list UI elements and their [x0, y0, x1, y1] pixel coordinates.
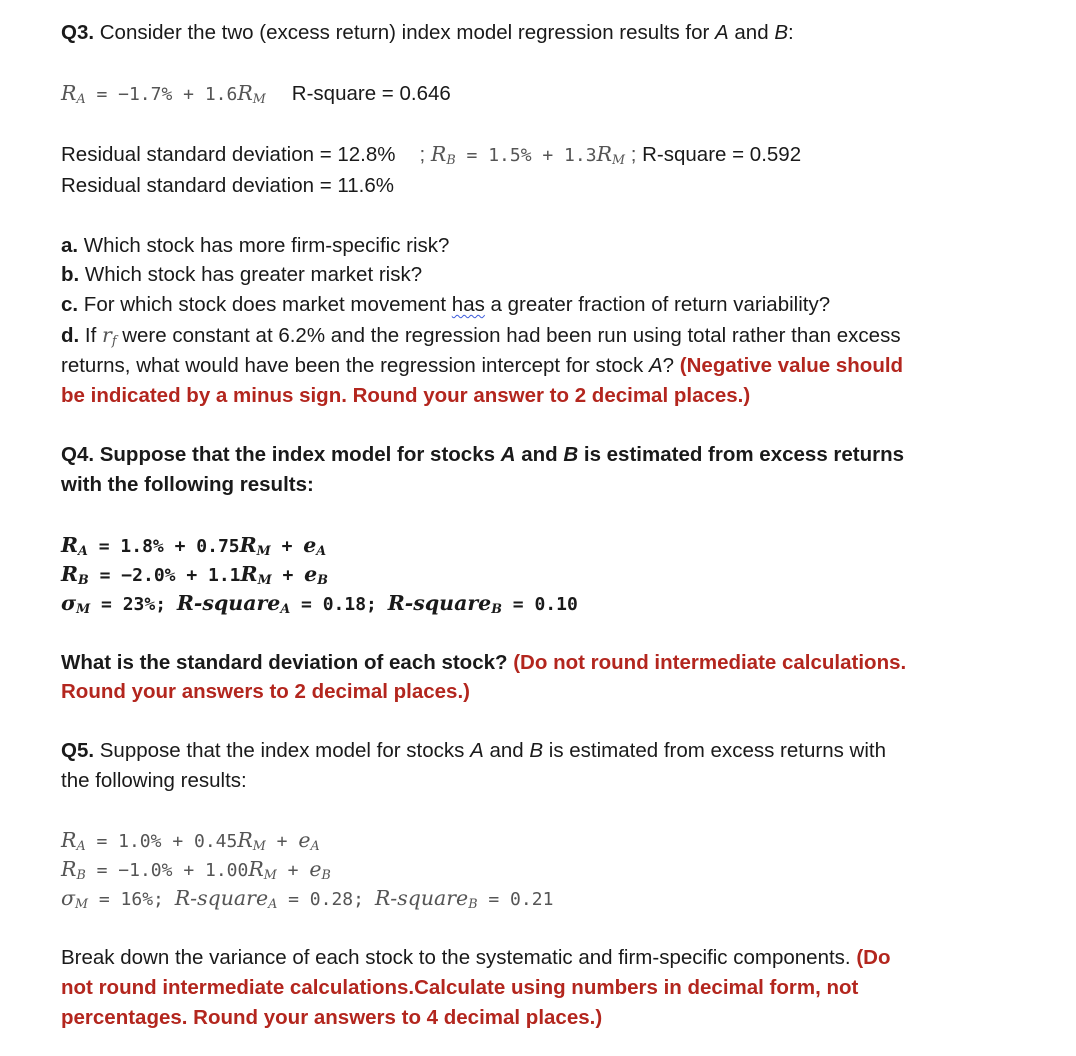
- q3-part-d-line1: d. If $r_f$ were constant at 6.2% and the regression had been run using total rather than excess: [61, 323, 901, 349]
- q3-instruction: (Negative value should: [679, 354, 904, 377]
- q3-rsquare-a: R-square = 0.646: [291, 82, 451, 105]
- q3-part-c: c. For which stock does market movement has a greater fraction of return variability?: [61, 293, 831, 316]
- q5-number: Q5.: [61, 739, 95, 762]
- q3-number: Q3.: [61, 21, 95, 44]
- q4-question-line1: What is the standard deviation of each stock? (Do not round intermediate calculations.: [61, 651, 907, 674]
- q4-intro-line2: with the following results:: [61, 473, 314, 496]
- q5-instruction-line2: not round intermediate calculations.Calculate using numbers in decimal form, not: [61, 976, 859, 999]
- q5-equation-a: $R_A = 1.0\% + 0.45R_M + e_A$: [61, 828, 320, 854]
- q3-part-a: a. Which stock has more firm-specific risk?: [61, 234, 450, 257]
- q3-intro: Q3. Consider the two (excess return) index model regression results for A and B:: [61, 21, 794, 44]
- q3-instruction-line2: be indicated by a minus sign. Round your answer to 2 decimal places.): [61, 384, 751, 407]
- q3-rsquare-b: R-square = 0.592: [642, 143, 802, 166]
- q3-resid-a-line: Residual standard deviation = 12.8% ; $R_B = 1.5\% + 1.3R_M$ ; R-square = 0.592: [61, 142, 802, 168]
- q4-equation-b: $R_B = -2.0\% + 1.1R_M + e_B$: [61, 562, 328, 588]
- q5-instruction: (Do: [856, 946, 891, 969]
- q4-equation-sigma: $\sigma_M = 23\%$; R-square$_A$ = 0.18; R-square$_B$ = 0.10: [61, 591, 578, 617]
- q3-residual-a: Residual standard deviation = 12.8%: [61, 143, 396, 166]
- q3-equation-a: $R_A = -1.7\% + 1.6R_M$ R-square = 0.646: [61, 81, 451, 107]
- q3-part-d-line2: returns, what would have been the regression intercept for stock A? (Negative value should: [61, 354, 904, 377]
- q5-instruction-line3: percentages. Round your answers to 4 decimal places.): [61, 1006, 603, 1029]
- q4-equation-a: $R_A = 1.8\% + 0.75R_M + e_A$: [61, 533, 327, 559]
- q3-residual-b: Residual standard deviation = 11.6%: [61, 174, 394, 197]
- q5-intro-line1: Q5. Suppose that the index model for stocks A and B is estimated from excess returns with: [61, 739, 886, 762]
- q5-equation-sigma: $\sigma_M = 16\%$; R-square$_A$ = 0.28; R-square$_B$ = 0.21: [61, 886, 554, 912]
- q4-instruction: (Do not round intermediate calculations.: [513, 651, 907, 674]
- spellcheck-word: has: [451, 293, 485, 316]
- q4-instruction-line2: Round your answers to 2 decimal places.): [61, 680, 470, 703]
- q3-part-b: b. Which stock has greater market risk?: [61, 263, 423, 286]
- q5-question-line1: Break down the variance of each stock to the systematic and firm-specific components. (Do: [61, 946, 891, 969]
- q4-intro-line1: Q4. Suppose that the index model for stocks A and B is estimated from excess returns: [61, 443, 905, 466]
- q5-intro-line2: the following results:: [61, 769, 247, 792]
- q5-equation-b: $R_B = -1.0\% + 1.00R_M + e_B$: [61, 857, 331, 883]
